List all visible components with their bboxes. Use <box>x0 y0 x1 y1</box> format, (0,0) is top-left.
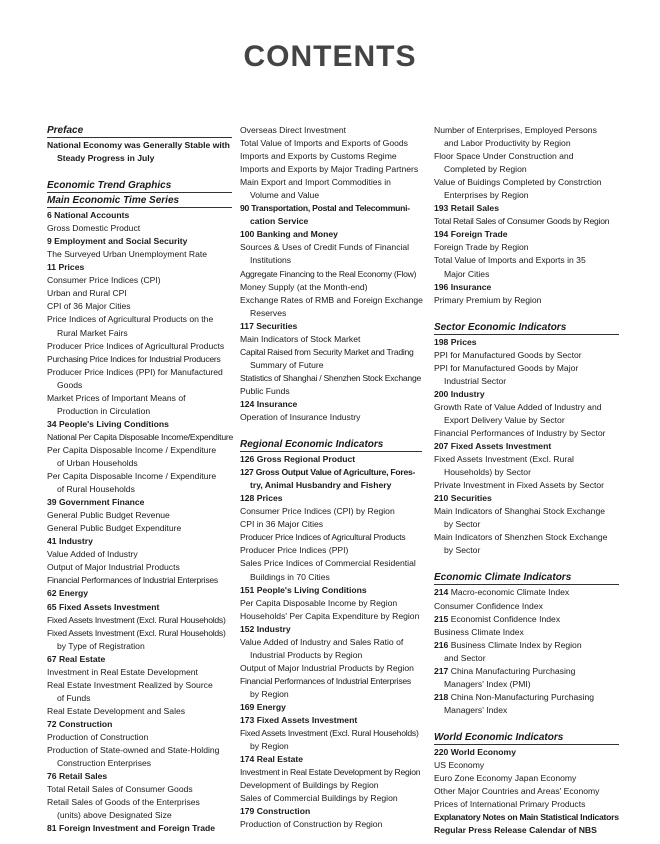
toc-entry: CPI of 36 Major Cities <box>47 301 131 312</box>
toc-entry: of Rural Households <box>57 484 135 495</box>
toc-entry: Consumer Confidence Index <box>434 600 543 611</box>
toc-entry: of Funds <box>57 692 91 703</box>
toc-entry-label: China Non-Manufacturing Purchasing <box>448 691 595 702</box>
toc-entry: Retail Sales of Goods of the Enterprises <box>47 797 200 808</box>
section-heading: World Economic Indicators <box>434 731 619 745</box>
toc-page-number: 214 <box>434 587 449 598</box>
toc-entry: Value Added of Industry and Sales Ratio of <box>240 636 404 647</box>
toc-entry: Number of Enterprises, Employed Persons <box>434 125 597 135</box>
toc-entry: Major Cities <box>444 268 490 279</box>
toc-entry: Investment in Real Estate Development <box>47 666 198 677</box>
toc-entry: by Region <box>250 688 289 699</box>
toc-entry: Completed by Region <box>444 164 527 175</box>
toc-entry: Per Capita Disposable Income / Expenditure <box>47 471 217 482</box>
toc-page-number: 217 <box>434 665 449 676</box>
toc-section-entry: 90 Transportation, Postal and Telecommuni- <box>240 203 410 214</box>
toc-entry-label: Business Climate Index by Region <box>448 639 582 650</box>
toc-page-number: 218 <box>434 691 449 702</box>
toc-section-entry: Regular Press Release Calendar of NBS <box>434 825 597 836</box>
toc-entry: Managers' Index <box>444 704 508 715</box>
toc-entry: PPI for Manufactured Goods by Sector <box>434 349 582 360</box>
toc-section-entry: 127 Gross Output Value of Agriculture, Fores- <box>240 467 416 478</box>
toc-entry: General Public Budget Expenditure <box>47 523 182 534</box>
toc-entry: Production of State-owned and State-Holding <box>47 745 220 756</box>
toc-entry: Real Estate Investment Realized by Source <box>47 679 213 690</box>
toc-section-entry: 34 People's Living Conditions <box>47 418 169 429</box>
toc-section-entry: cation Service <box>250 216 309 227</box>
toc-section-entry: 173 Fixed Assets Investment <box>240 715 358 726</box>
toc-entry: Rural Market Fairs <box>57 327 128 338</box>
toc-entry: Consumer Price Indices (CPI) by Region <box>240 506 395 517</box>
toc-entry: by Type of Registration <box>57 640 145 651</box>
toc-section-entry: 196 Insurance <box>434 281 492 292</box>
toc-section-entry: 174 Real Estate <box>240 754 304 765</box>
section-heading: Preface <box>47 124 232 138</box>
toc-entry: Public Funds <box>240 385 290 396</box>
toc-entry: Main Export and Import Commodities in <box>240 177 391 188</box>
toc-entry: Households) by Sector <box>444 467 531 478</box>
toc-entry: US Economy <box>434 759 485 770</box>
toc-entry: Volume and Value <box>250 190 320 201</box>
toc-entry: Total Value of Imports and Exports in 35 <box>434 255 586 266</box>
toc-column-2 <box>240 124 422 831</box>
toc-section-entry: 128 Prices <box>240 493 283 504</box>
toc-entry: and Labor Productivity by Region <box>444 138 571 149</box>
toc-entry: Production of Construction <box>47 731 149 742</box>
toc-entry: Financial Performances of Industrial Enterprises <box>240 675 411 686</box>
toc-section-entry: 207 Fixed Assets Investment <box>434 441 552 452</box>
toc-entry: General Public Budget Revenue <box>47 510 170 521</box>
toc-entry-label: Economist Confidence Index <box>448 613 561 624</box>
toc-entry: Export Delivery Value by Sector <box>444 414 565 425</box>
toc-entry: Managers' Index (PMI) <box>444 678 531 689</box>
toc-entry: Production of Construction by Region <box>240 819 383 830</box>
toc-entry: Exchange Rates of RMB and Foreign Exchange <box>240 294 423 305</box>
toc-section-entry: 124 Insurance <box>240 398 298 409</box>
toc-section-entry: 100 Banking and Money <box>240 229 338 240</box>
toc-section-entry: 200 Industry <box>434 388 485 399</box>
toc-entry: Imports and Exports by Customs Regime <box>240 151 397 162</box>
toc-entry: Total Retail Sales of Consumer Goods by Region <box>434 216 610 227</box>
toc-section-entry: 194 Foreign Trade <box>434 229 508 240</box>
toc-entry: Capital Raised from Security Market and Trading <box>240 346 414 357</box>
toc-entry: The Surveyed Urban Unemployment Rate <box>47 249 208 260</box>
toc-section-entry: 210 Securities <box>434 493 492 504</box>
toc-section-entry: 76 Retail Sales <box>47 771 108 782</box>
section-heading: Economic Trend Graphics <box>47 179 232 193</box>
toc-entry: by Sector <box>444 519 481 530</box>
toc-entry: Sales Price Indices of Commercial Residential <box>240 558 416 569</box>
toc-entry: Total Value of Imports and Exports of Goods <box>240 138 408 149</box>
toc-entry: of Urban Households <box>57 457 138 468</box>
toc-section-entry: 169 Energy <box>240 701 286 712</box>
toc-entry: Producer Price Indices (PPI) for Manufactured <box>47 366 223 377</box>
toc-entry: Construction Enterprises <box>57 758 152 769</box>
toc-section-entry: 65 Fixed Assets Investment <box>47 601 160 612</box>
toc-entry: Euro Zone Economy Japan Economy <box>434 773 577 784</box>
toc-section-entry: 198 Prices <box>434 336 477 347</box>
toc-section-entry: 117 Securities <box>240 320 298 331</box>
toc-section-entry: 39 Government Finance <box>47 497 145 508</box>
toc-entry: Main Indicators of Shanghai Stock Exchange <box>434 506 606 517</box>
toc-entry <box>434 613 619 626</box>
toc-section-entry: National Economy was Generally Stable with <box>47 140 230 150</box>
toc-entry: Producer Price Indices (PPI) <box>240 545 349 556</box>
toc-section-entry: 62 Energy <box>47 588 89 599</box>
toc-section-entry: 193 Retail Sales <box>434 203 499 214</box>
toc-entry: Output of Major Industrial Products <box>47 562 180 573</box>
toc-entry: Value Added of Industry <box>47 549 138 560</box>
toc-section-entry: 179 Construction <box>240 806 311 817</box>
toc-entry: National Per Capita Disposable Income/Expenditure <box>47 431 233 442</box>
toc-entry: Gross Domestic Product <box>47 223 141 234</box>
toc-entry: Producer Price Indices of Agricultural Products <box>47 340 225 351</box>
section-heading: Sector Economic Indicators <box>434 321 619 335</box>
toc-section-entry: 126 Gross Regional Product <box>240 454 356 465</box>
toc-entry: Private Investment in Fixed Assets by Sector <box>434 480 605 491</box>
toc-section-entry: 81 Foreign Investment and Foreign Trade <box>47 823 216 834</box>
toc-entry: Reserves <box>250 307 287 318</box>
toc-section-entry: Steady Progress in July <box>57 153 155 164</box>
toc-entry: Per Capita Disposable Income by Region <box>240 597 398 608</box>
toc-entry: Imports and Exports by Major Trading Partners <box>240 164 419 175</box>
toc-entry: Fixed Assets Investment (Excl. Rural Households) <box>47 627 226 638</box>
toc-section-entry: 152 Industry <box>240 623 291 634</box>
toc-section-entry: 9 Employment and Social Security <box>47 236 188 247</box>
toc-entry-label: Macro-economic Climate Index <box>448 587 570 598</box>
toc-entry-label: China Manufacturing Purchasing <box>448 665 576 676</box>
toc-entry: Value of Buidings Completed by Constrction <box>434 177 602 188</box>
toc-entry: Other Major Countries and Areas' Economy <box>434 786 600 797</box>
toc-entry: Growth Rate of Value Added of Industry and <box>434 401 602 412</box>
toc-section-entry: 72 Construction <box>47 718 113 729</box>
toc-column-1 <box>47 124 232 835</box>
toc-page-number: 215 <box>434 613 449 624</box>
toc-entry <box>434 665 619 678</box>
toc-entry <box>434 639 619 652</box>
toc-entry: Purchasing Price Indices for Industrial Producers <box>47 353 221 364</box>
toc-entry: Per Capita Disposable Income / Expenditure <box>47 444 217 455</box>
toc-entry: Aggregate Financing to the Real Economy (Flow) <box>240 268 417 279</box>
toc-entry: Primary Premium by Region <box>434 294 542 305</box>
toc-section-entry: 41 Industry <box>47 536 93 547</box>
toc-entry: Fixed Assets Investment (Excl. Rural <box>434 454 574 465</box>
toc-entry: Consumer Price Indices (CPI) <box>47 275 161 286</box>
toc-entry: Real Estate Development and Sales <box>47 705 186 716</box>
section-heading: Main Economic Time Series <box>47 194 232 208</box>
toc-entry <box>434 586 619 599</box>
toc-entry: Prices of International Primary Products <box>434 799 586 810</box>
toc-entry: Financial Performances of Industrial Enterprises <box>47 575 218 586</box>
toc-entry: Fixed Assets Investment (Excl. Rural Households) <box>240 728 419 739</box>
toc-entry: Development of Buildings by Region <box>240 780 379 791</box>
toc-entry: Money Supply (at the Month-end) <box>240 281 368 292</box>
toc-entry: Industrial Products by Region <box>250 649 363 660</box>
toc-entry: Production in Circulation <box>57 405 151 416</box>
toc-entry: Summary of Future <box>250 359 324 370</box>
toc-entry: Urban and Rural CPI <box>47 288 127 299</box>
toc-entry: Business Climate Index <box>434 626 524 637</box>
toc-entry: Foreign Trade by Region <box>434 242 529 253</box>
toc-entry: CPI in 36 Major Cities <box>240 519 324 530</box>
toc-entry: Investment in Real Estate Development by Region <box>240 767 421 778</box>
toc-entry: Households' Per Capita Expenditure by Region <box>240 610 420 621</box>
toc-entry: Producer Price Indices of Agricultural Products <box>240 532 406 543</box>
toc-entry: Main Indicators of Stock Market <box>240 333 361 344</box>
section-heading: Regional Economic Indicators <box>240 438 422 452</box>
toc-entry: by Sector <box>444 545 481 556</box>
toc-entry: Price Indices of Agricultural Products on the <box>47 314 214 325</box>
toc-section-entry: 6 National Accounts <box>47 210 130 221</box>
toc-section-entry: 220 World Economy <box>434 746 516 757</box>
toc-entry: Goods <box>57 379 83 390</box>
toc-entry: Fixed Assets Investment (Excl. Rural Households) <box>47 614 226 625</box>
toc-entry: Institutions <box>250 255 292 266</box>
toc-entry: Financial Performances of Industry by Sector <box>434 427 606 438</box>
toc-entry: Floor Space Under Construction and <box>434 151 574 162</box>
toc-entry: Sources & Uses of Credit Funds of Financial <box>240 242 410 253</box>
toc-entry: and Sector <box>444 652 486 663</box>
section-heading: Economic Climate Indicators <box>434 571 619 585</box>
toc-entry: PPI for Manufactured Goods by Major <box>434 362 579 373</box>
toc-entry: Sales of Commercial Buildings by Region <box>240 793 398 804</box>
toc-column-3 <box>434 124 619 837</box>
toc-entry <box>434 691 619 704</box>
toc-entry: Industrial Sector <box>444 375 507 386</box>
toc-entry: Operation of Insurance Industry <box>240 412 361 423</box>
toc-section-entry: Explanatory Notes on Main Statistical Indicators <box>434 812 619 823</box>
toc-section-entry: 151 People's Living Conditions <box>240 584 367 595</box>
toc-entry: Buildings in 70 Cities <box>250 571 330 582</box>
toc-section-entry: try, Animal Husbandry and Fishery <box>250 480 392 491</box>
toc-entry: Main Indicators of Shenzhen Stock Exchange <box>434 532 608 543</box>
toc-entry: Output of Major Industrial Products by Region <box>240 662 414 673</box>
toc-section-entry: 67 Real Estate <box>47 653 106 664</box>
toc-entry: Total Retail Sales of Consumer Goods <box>47 784 193 795</box>
toc-page-number: 216 <box>434 639 449 650</box>
toc-entry: Market Prices of Important Means of <box>47 392 186 403</box>
toc-entry: Statistics of Shanghai / Shenzhen Stock Exchange <box>240 372 422 383</box>
toc-entry: Enterprises by Region <box>444 190 529 201</box>
toc-entry: by Region <box>250 741 289 752</box>
page-title: CONTENTS <box>243 40 417 73</box>
toc-entry: (units) above Designated Size <box>57 810 172 821</box>
toc-section-entry: 11 Prices <box>47 262 85 273</box>
toc-entry: Overseas Direct Investment <box>240 125 347 135</box>
